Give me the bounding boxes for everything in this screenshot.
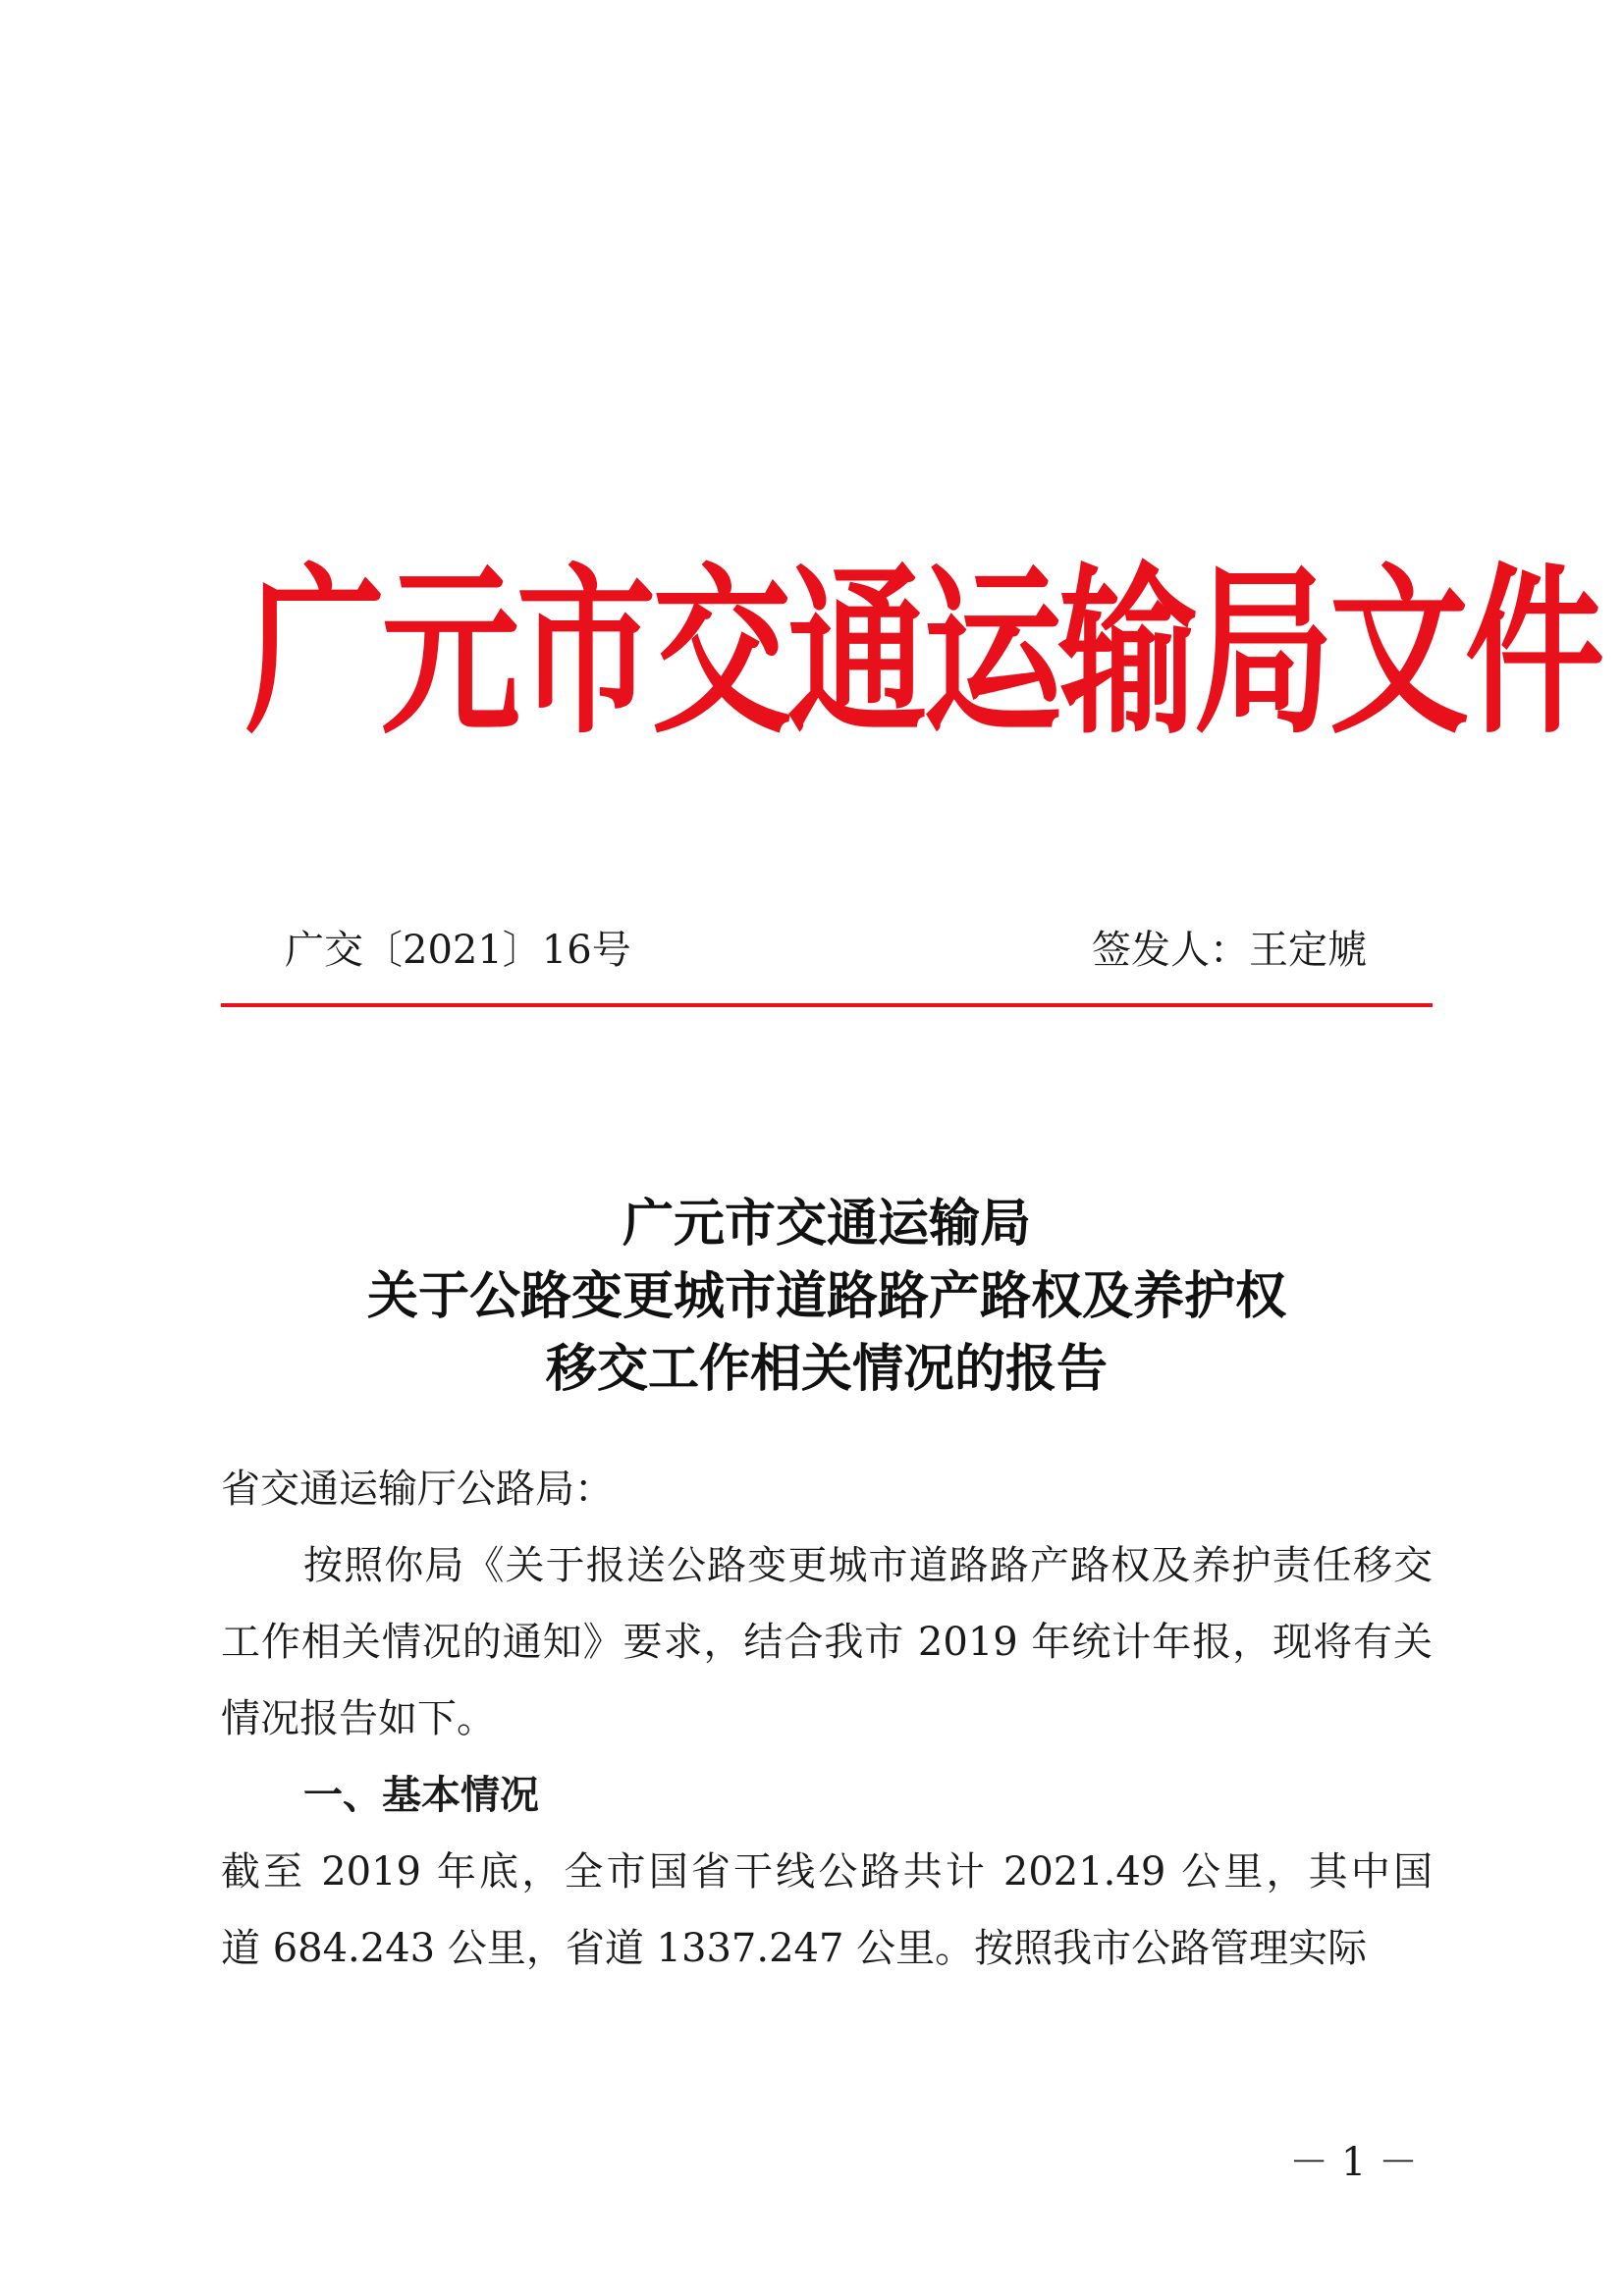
document-number: 广交〔2021〕16号 [285,928,631,973]
document-body [221,1451,1433,1987]
title-line-1: 广元市交通运输局 [622,1194,1031,1254]
body-paragraph: 按照你局《关于报送公路变更城市道路路产路权及养护责任移交工作相关情况的通知》要求，结合我市 2019 年统计年报，现将有关情况报告如下。 [221,1543,1433,1741]
body-text-line: 道 684.243 公里，省道 1337.247 公里。按照我市公路管理实际 [221,1926,1368,1971]
salutation: 省交通运输厅公路局： [221,1467,614,1512]
red-divider-line [221,1003,1433,1007]
section-heading: 一、基本情况 [303,1773,539,1818]
document-masthead: 广元市交通运输局文件 [245,547,1600,759]
title-line-2: 关于公路变更城市道路路产路权及养护权 [366,1266,1286,1326]
signer: 签发人：王定虓 [1092,928,1367,973]
title-line-3: 移交工作相关情况的报告 [545,1339,1108,1399]
body-text-line: 截至 2019 年底，全市国省干线公路共计 2021.49 公里，其中国 [221,1849,1433,1895]
document-title [221,1188,1433,1406]
page-number: － 1 － [1289,2140,1418,2185]
